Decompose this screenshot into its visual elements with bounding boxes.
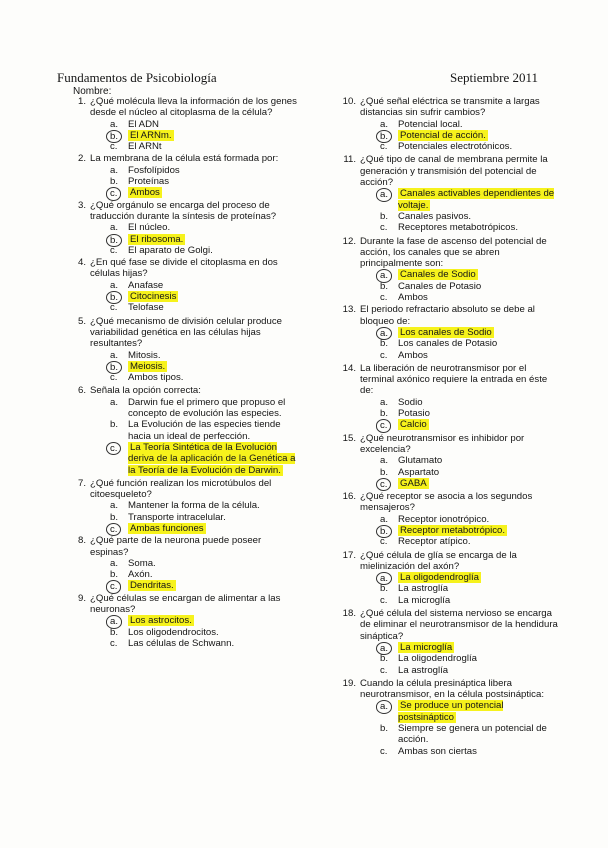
exam-title: Fundamentos de Psicobiología: [57, 70, 217, 85]
option-letter: a.: [110, 557, 119, 569]
option-letter: b.: [380, 280, 389, 292]
answer-option: [360, 188, 562, 211]
answer-option: [360, 397, 562, 408]
question-number: 18.: [342, 608, 356, 620]
option-text: Aspartato: [398, 466, 440, 478]
option-letter: a.: [110, 396, 119, 408]
question-number: 7.: [77, 477, 86, 489]
answer-option: [90, 558, 297, 569]
option-text: El ARNt: [128, 141, 162, 153]
question-text: ¿Qué función realizan los microtúbulos del citoesqueleto?: [90, 477, 272, 501]
answer-option: [90, 130, 297, 141]
question-13: [342, 304, 562, 360]
option-text: Canales de Potasio: [398, 280, 482, 292]
option-letter: a.: [110, 500, 119, 512]
option-text: El aparato de Golgi.: [128, 244, 213, 256]
option-text: Receptor ionotrópico.: [398, 513, 490, 525]
answer-option: [360, 572, 562, 583]
option-letter: a.: [380, 455, 389, 467]
answer-option: [360, 653, 562, 664]
question-5: [72, 316, 297, 384]
option-letter: c.: [110, 244, 118, 256]
circled-option-letter: c.: [376, 478, 391, 491]
question-number: 12.: [342, 235, 356, 247]
question-text: Durante la fase de ascenso del potencial de acción, los canales que se abren principalmente son:: [360, 235, 547, 270]
answer-option: [90, 350, 297, 361]
question-number: 16.: [342, 491, 356, 503]
option-letter: a.: [380, 118, 389, 130]
circled-option-letter: a.: [376, 327, 392, 340]
question-text: ¿Qué neurotransmisor es inhibidor por excelencia?: [360, 432, 525, 455]
option-text: La astroglía: [398, 583, 449, 595]
question-number: 4.: [77, 257, 86, 269]
answer-options: [90, 222, 297, 256]
option-text: Los canales de Potasio: [398, 338, 498, 350]
answer-option: [360, 665, 562, 676]
answer-options: [90, 397, 297, 476]
answer-options: [90, 165, 297, 199]
answer-option: [360, 350, 562, 361]
question-text: ¿Qué célula del sistema nervioso se encarga de eliminar el neurotransmisor de la hendidura sináptica?: [360, 608, 558, 642]
answer-option: [90, 187, 297, 198]
option-text: Potencial local.: [398, 118, 463, 130]
question-number: 8.: [77, 535, 86, 547]
option-letter: c.: [110, 302, 118, 314]
answer-option: [360, 222, 562, 233]
question-text: ¿Qué señal eléctrica se transmite a largas distancias sin sufrir cambios?: [360, 96, 540, 119]
question-number: 15.: [342, 432, 356, 444]
answer-option: [360, 338, 562, 349]
circled-option-letter: a.: [376, 269, 392, 282]
option-text: La microglía: [398, 594, 451, 606]
option-letter: a.: [380, 513, 389, 525]
option-letter: c.: [380, 141, 388, 153]
option-letter: a.: [110, 222, 119, 234]
question-column-left: [72, 96, 297, 650]
question-number: 5.: [77, 315, 86, 327]
option-letter: b.: [110, 569, 119, 581]
answer-options: [360, 514, 562, 548]
answer-option: [360, 455, 562, 466]
option-text: Receptores metabotrópicos.: [398, 222, 518, 234]
question-text: ¿Qué mecanismo de división celular produce variabilidad genética en las células hijas resultantes?: [90, 315, 282, 350]
answer-option: [90, 119, 297, 130]
question-8: [72, 535, 297, 591]
option-text: Transporte intracelular.: [128, 511, 226, 523]
answer-option: [90, 523, 297, 534]
answer-option: [360, 211, 562, 222]
answer-option: [360, 141, 562, 152]
answer-option: [360, 746, 562, 757]
answer-option: [90, 580, 297, 591]
highlighted-answer-text: Ambos: [130, 187, 160, 199]
answer-option: [360, 269, 562, 280]
option-text: Receptor atípico.: [398, 536, 471, 548]
circled-option-letter: a.: [376, 700, 392, 713]
question-9: [72, 593, 297, 649]
question-number: 11.: [343, 154, 356, 166]
question-column-right: [342, 96, 562, 758]
answer-option: [90, 245, 297, 256]
answer-option: [90, 397, 297, 420]
answer-option: [90, 512, 297, 523]
answer-option: [90, 141, 297, 152]
option-letter: c.: [380, 222, 388, 234]
question-text: Cuando la célula presináptica libera neurotransmisor, en la célula postsináptica:: [360, 677, 544, 701]
option-letter: b.: [380, 653, 389, 665]
option-letter: c.: [110, 372, 118, 384]
answer-option: [360, 327, 562, 338]
option-text: Las células de Schwann.: [128, 637, 235, 649]
option-letter: b.: [110, 419, 119, 431]
option-letter: c.: [380, 664, 388, 676]
highlighted-answer-text: La oligodendroglía: [400, 572, 479, 584]
question-18: [342, 608, 562, 676]
highlighted-answer-text: Dendritas.: [130, 580, 174, 592]
answer-options: [360, 327, 562, 361]
highlighted-answer-text: GABA: [400, 477, 427, 489]
option-text: Sodio: [398, 396, 423, 408]
option-letter: b.: [380, 210, 389, 222]
option-text: Los oligodendrocitos.: [128, 626, 219, 638]
question-11: [342, 154, 562, 233]
question-19: [342, 678, 562, 757]
option-text: Soma.: [128, 557, 156, 569]
question-text: ¿Qué orgánulo se encarga del proceso de traducción durante la síntesis de proteínas?: [90, 199, 277, 222]
circled-option-letter: c.: [106, 523, 121, 536]
question-14: [342, 363, 562, 431]
option-text: Axón.: [128, 569, 153, 581]
option-letter: b.: [380, 583, 389, 595]
answer-option: [360, 130, 562, 141]
answer-options: [360, 572, 562, 606]
circled-option-letter: b.: [106, 361, 122, 374]
answer-option: [90, 176, 297, 187]
answer-option: [360, 408, 562, 419]
question-4: [72, 257, 297, 313]
answer-options: [360, 119, 562, 153]
option-letter: c.: [380, 594, 388, 606]
answer-option: [360, 292, 562, 303]
answer-option: [360, 595, 562, 606]
circled-option-letter: b.: [106, 234, 122, 247]
highlighted-answer-text: Citocinesis: [130, 291, 177, 303]
answer-options: [90, 280, 297, 314]
option-letter: b.: [380, 408, 389, 420]
circled-option-letter: c.: [376, 419, 391, 432]
answer-option: [90, 569, 297, 580]
option-text: Siempre se genera un potencial de acción.: [398, 723, 547, 746]
answer-option: [360, 700, 562, 723]
answer-options: [360, 700, 562, 756]
answer-option: [90, 419, 297, 442]
option-text: La Evolución de las especies tiende hacia un ideal de perfección.: [128, 419, 281, 442]
option-letter: a.: [380, 396, 389, 408]
question-number: 1.: [77, 96, 86, 107]
answer-options: [90, 500, 297, 534]
option-letter: c.: [380, 745, 388, 757]
question-3: [72, 200, 297, 256]
answer-option: [360, 119, 562, 130]
question-number: 13.: [342, 304, 356, 316]
answer-option: [90, 500, 297, 511]
question-number: 19.: [342, 677, 356, 689]
option-letter: c.: [110, 637, 118, 649]
highlighted-answer-text: El ribosoma.: [130, 233, 184, 245]
question-7: [72, 478, 297, 534]
highlighted-answer-text: El ARNm.: [130, 129, 172, 141]
circled-option-letter: b.: [376, 130, 392, 143]
question-number: 9.: [77, 592, 86, 604]
question-text: Señala la opción correcta:: [90, 385, 201, 397]
option-text: El núcleo.: [128, 222, 171, 234]
option-text: Mantener la forma de la célula.: [128, 500, 260, 512]
question-text: ¿Qué células se encargan de alimentar a las neuronas?: [90, 592, 281, 616]
option-letter: b.: [380, 338, 389, 350]
answer-options: [360, 455, 562, 489]
answer-option: [360, 419, 562, 430]
answer-option: [90, 615, 297, 626]
answer-option: [360, 281, 562, 292]
circled-option-letter: b.: [106, 291, 122, 304]
option-letter: b.: [380, 723, 389, 735]
question-12: [342, 236, 562, 304]
option-letter: c.: [380, 536, 388, 548]
question-text: ¿Qué tipo de canal de membrana permite la generación y transmisión del potencial de acción?: [360, 154, 548, 189]
answer-option: [360, 525, 562, 536]
exam-date: Septiembre 2011: [450, 70, 538, 85]
option-letter: c.: [380, 349, 388, 361]
option-letter: c.: [380, 292, 388, 304]
option-text: El ADN: [128, 118, 159, 130]
question-17: [342, 550, 562, 606]
option-text: La oligodendroglía: [398, 653, 477, 665]
option-text: Glutamato: [398, 455, 443, 467]
answer-options: [90, 119, 297, 153]
question-number: 10.: [342, 96, 356, 107]
question-number: 3.: [77, 199, 86, 211]
answer-option: [90, 222, 297, 233]
highlighted-answer-text: La microglía: [400, 641, 453, 653]
option-text: Ambos tipos.: [128, 372, 184, 384]
answer-option: [360, 467, 562, 478]
answer-option: [90, 165, 297, 176]
highlighted-answer-text: Calcio: [400, 419, 427, 431]
circled-option-letter: b.: [376, 525, 392, 538]
option-text: Mitosis.: [128, 349, 161, 361]
question-number: 2.: [77, 153, 86, 165]
answer-options: [360, 188, 562, 233]
highlighted-answer-text: Canales activables dependientes de voltaje.: [398, 188, 555, 211]
answer-option: [90, 234, 297, 245]
option-letter: c.: [110, 141, 118, 153]
option-text: Ambos: [398, 292, 428, 304]
question-6: [72, 385, 297, 475]
answer-option: [90, 280, 297, 291]
answer-option: [360, 642, 562, 653]
option-text: Proteínas: [128, 176, 170, 188]
question-number: 17.: [342, 549, 356, 561]
answer-options: [90, 615, 297, 649]
answer-option: [90, 302, 297, 313]
answer-option: [90, 442, 297, 476]
circled-option-letter: a.: [106, 615, 122, 628]
highlighted-answer-text: Canales de Sodio: [400, 269, 476, 281]
question-text: La membrana de la célula está formada por:: [90, 153, 279, 165]
highlighted-answer-text: Ambas funciones: [130, 522, 204, 534]
option-text: La astroglía: [398, 664, 449, 676]
answer-option: [360, 514, 562, 525]
answer-option: [90, 627, 297, 638]
answer-option: [90, 361, 297, 372]
option-letter: b.: [110, 176, 119, 188]
question-2: [72, 153, 297, 198]
option-text: Ambas son ciertas: [398, 745, 477, 757]
circled-option-letter: b.: [106, 130, 122, 143]
answer-option: [90, 372, 297, 383]
name-label: Nombre:: [73, 86, 112, 97]
answer-option: [360, 723, 562, 746]
question-1: [72, 96, 297, 152]
highlighted-answer-text: Se produce un potencial postsináptico: [398, 700, 504, 723]
option-text: Potasio: [398, 408, 430, 420]
option-text: Fosfolípidos: [128, 164, 180, 176]
option-text: Canales pasivos.: [398, 210, 472, 222]
answer-options: [360, 269, 562, 303]
option-text: Ambos: [398, 349, 428, 361]
answer-options: [360, 642, 562, 676]
question-text: El periodo refractario absoluto se debe al bloqueo de:: [360, 304, 535, 327]
answer-options: [360, 397, 562, 431]
highlighted-answer-text: Receptor metabotrópico.: [400, 524, 506, 536]
option-text: Darwin fue el primero que propuso el concepto de evolución las especies.: [128, 396, 286, 420]
highlighted-answer-text: La Teoría Sintética de la Evolución deriva de la aplicación de la Genética a la Teoría de la Evolución de Darwin.: [128, 441, 296, 476]
question-number: 14.: [342, 362, 356, 374]
highlighted-answer-text: Los canales de Sodio: [400, 326, 492, 338]
answer-options: [90, 350, 297, 384]
option-letter: b.: [380, 466, 389, 478]
question-text: ¿Qué parte de la neurona puede poseer espinas?: [90, 535, 262, 558]
option-letter: a.: [110, 118, 119, 130]
circled-option-letter: c.: [106, 580, 121, 593]
question-number: 6.: [77, 385, 86, 397]
answer-option: [360, 583, 562, 594]
circled-option-letter: c.: [106, 442, 121, 455]
answer-option: [90, 291, 297, 302]
question-text: ¿Qué célula de glía se encarga de la mielinización del axón?: [360, 549, 517, 572]
question-text: ¿Qué molécula lleva la información de los genes desde el núcleo al citoplasma de la célula?: [90, 96, 297, 119]
question-text: ¿Qué receptor se asocia a los segundos mensajeros?: [360, 491, 533, 514]
highlighted-answer-text: Meiosis.: [130, 360, 166, 372]
question-text: ¿En qué fase se divide el citoplasma en dos células hijas?: [90, 257, 278, 280]
option-text: Telofase: [128, 302, 164, 314]
answer-option: [90, 638, 297, 649]
option-text: Potenciales electrotónicos.: [398, 141, 513, 153]
circled-option-letter: a.: [376, 642, 392, 655]
question-16: [342, 491, 562, 547]
option-letter: a.: [110, 349, 119, 361]
answer-option: [360, 536, 562, 547]
option-letter: a.: [110, 164, 119, 176]
circled-option-letter: a.: [376, 188, 392, 201]
highlighted-answer-text: Potencial de acción.: [400, 129, 486, 141]
answer-option: [360, 478, 562, 489]
question-10: [342, 96, 562, 152]
question-15: [342, 433, 562, 489]
circled-option-letter: c.: [106, 187, 121, 200]
question-text: La liberación de neurotransmisor por el terminal axónico requiere la entrada en éste de:: [360, 362, 548, 397]
answer-options: [90, 558, 297, 592]
circled-option-letter: a.: [376, 572, 392, 585]
option-letter: b.: [110, 626, 119, 638]
highlighted-answer-text: Los astrocitos.: [130, 615, 192, 627]
option-letter: a.: [110, 279, 119, 291]
option-text: Anafase: [128, 279, 164, 291]
option-letter: b.: [110, 511, 119, 523]
